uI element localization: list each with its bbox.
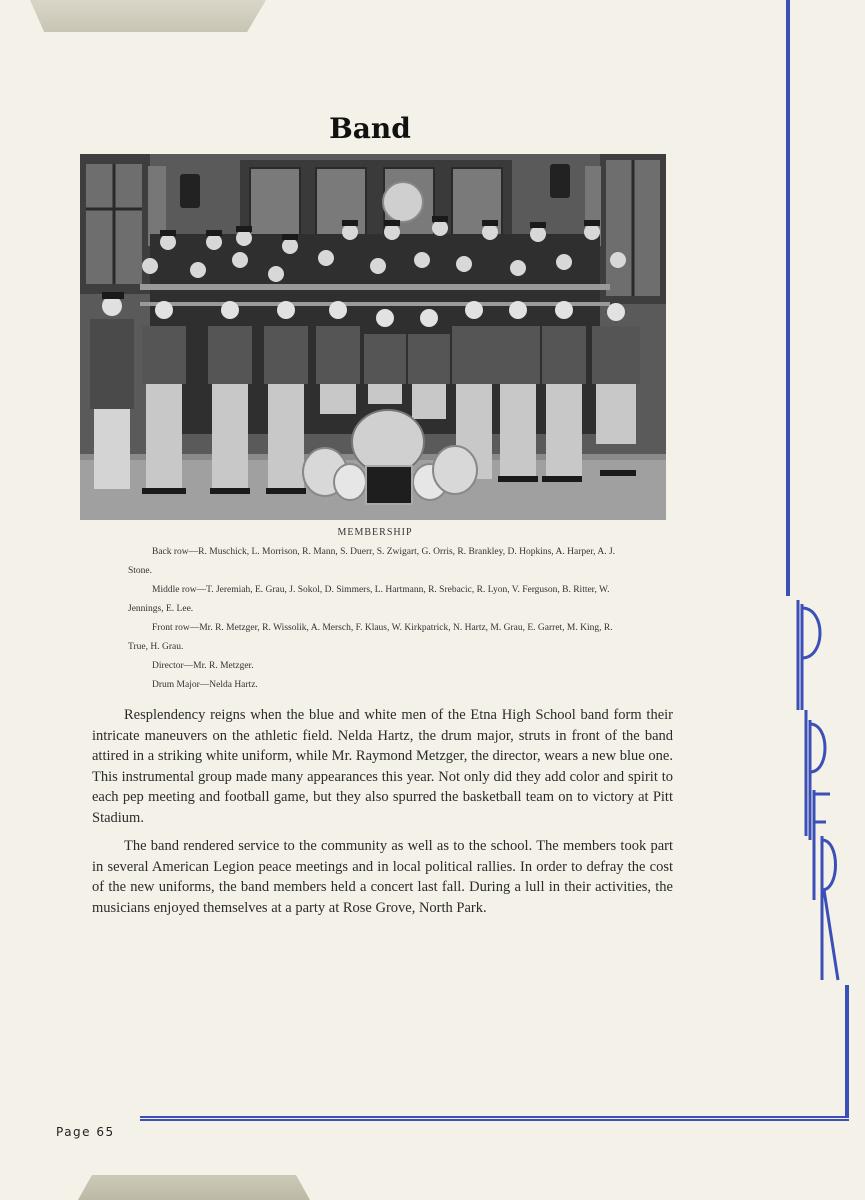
frame-rule-vertical-top	[786, 0, 790, 596]
band-photograph	[80, 154, 666, 520]
membership-list	[128, 543, 628, 695]
photo-corner-bottom	[78, 1175, 310, 1200]
photo-corner-top	[30, 0, 266, 32]
back-row-names: Back row—R. Muschick, L. Morrison, R. Mann, S. Duerr, S. Zwigart, G. Orris, R. Brankley, D. Hopkins, A. Harper, A. J. Stone.	[128, 547, 616, 576]
front-row-names: Front row—Mr. R. Metzger, R. Wissolik, A. Mersch, F. Klaus, W. Kirkpatrick, N. Hartz, M. Grau, E. Garret, M. King, R. True, H. Grau.	[128, 623, 613, 652]
membership-heading: MEMBERSHIP	[337, 527, 413, 538]
body-paragraph-1: Resplendency reigns when the blue and white men of the Etna High School band form their intricate maneuvers on the athletic field. Nelda Hartz, the drum major, struts in front of the band attired in a striking white uniform, while Mr. Raymond Metzger, the director, wears a new blue one. This instrumental group made many appearances this year. Not only did they add color and spirit to each pep meeting and football game, but they also spurred the basketball team on to victory at Pitt Stadium.	[92, 707, 673, 826]
article-body	[92, 705, 673, 926]
drum-major-line: Drum Major—Nelda Hartz.	[152, 680, 258, 690]
page-title: Band	[329, 112, 411, 145]
middle-row-names: Middle row—T. Jeremiah, E. Grau, J. Sokol, D. Simmers, L. Hartmann, R. Srebacic, R. Lyon, V. Ferguson, B. Ritter, W. Jennings, E. Lee.	[128, 585, 610, 614]
piper-side-title	[792, 600, 842, 985]
body-paragraph-2: The band rendered service to the community as well as to the school. The members took part in several American Legion peace meetings and in local political rallies. In order to defray the cost of the new uniforms, the band members held a concert last fall. During a lull in their activities, the musicians enjoyed themselves at a party at Rose Grove, North Park.	[92, 838, 673, 916]
frame-rule-vertical-bottom	[845, 985, 849, 1118]
frame-rule-horizontal	[140, 1116, 849, 1121]
page-number: Page 65	[56, 1125, 115, 1139]
director-line: Director—Mr. R. Metzger.	[152, 661, 254, 671]
